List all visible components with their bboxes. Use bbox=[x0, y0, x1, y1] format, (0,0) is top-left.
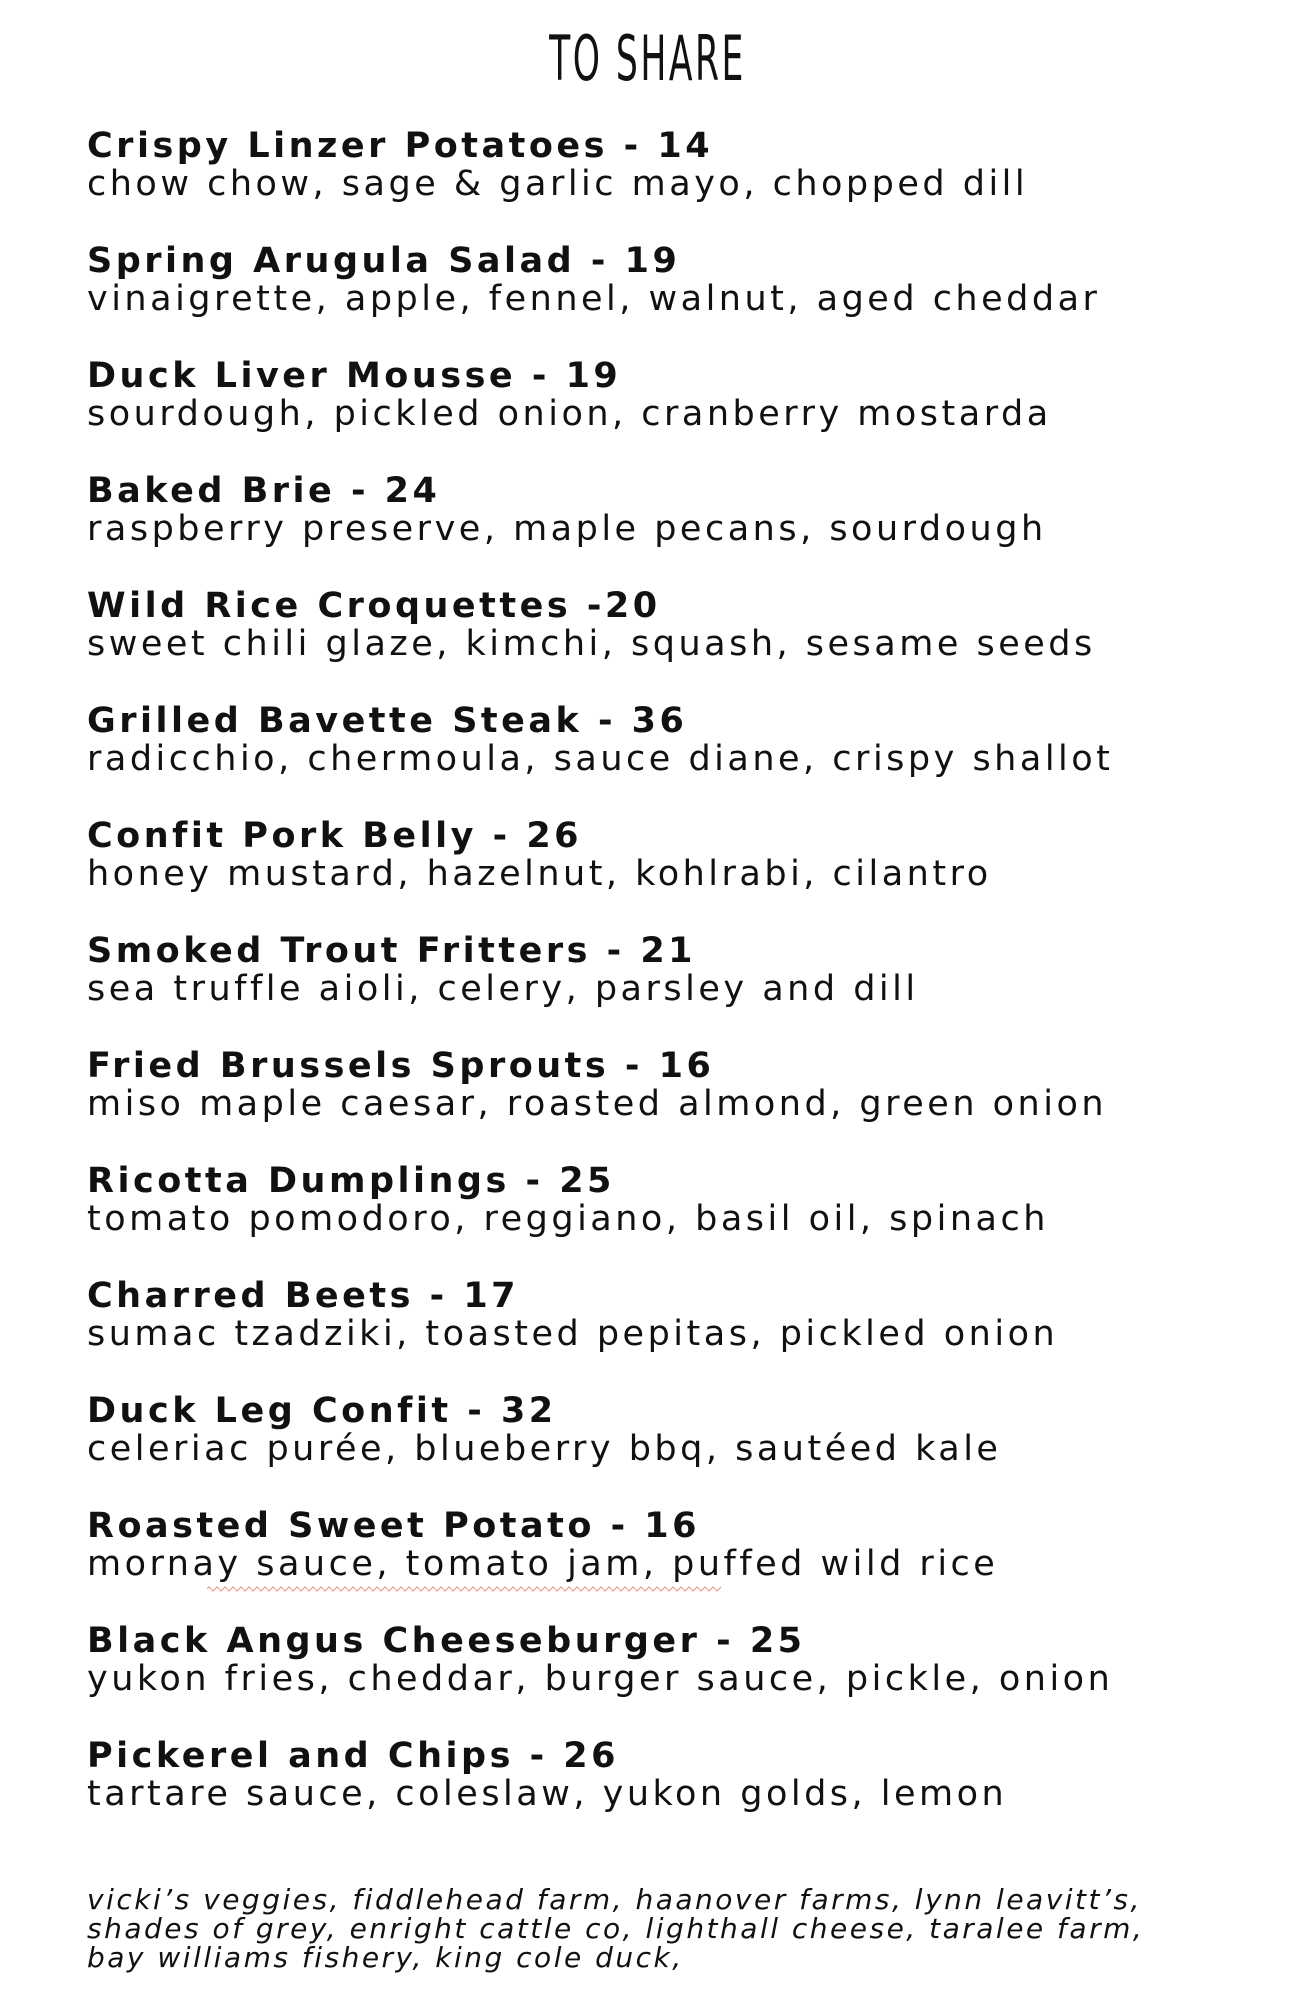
menu-item bbox=[87, 242, 1267, 357]
menu-item-name: Roasted Sweet Potato - 16 bbox=[87, 1506, 701, 1546]
menu-item-name: Confit Pork Belly - 26 bbox=[87, 816, 583, 856]
menu-item-name: Smoked Trout Fritters - 21 bbox=[87, 931, 697, 971]
supplier-credits-line: bay williams fishery, king cole duck, bbox=[87, 1941, 684, 1974]
menu-item-name: Black Angus Cheeseburger - 25 bbox=[87, 1621, 806, 1661]
menu-item bbox=[87, 1047, 1267, 1162]
supplier-credits-line: shades of grey, enright cattle co, lighthall cheese, taralee farm, bbox=[87, 1912, 1145, 1945]
menu-item-description: celeriac purée, blueberry bbq, sautéed kale bbox=[87, 1429, 1002, 1469]
menu-item bbox=[87, 472, 1267, 587]
menu-item-description: sweet chili glaze, kimchi, squash, sesame seeds bbox=[87, 624, 1096, 664]
menu-item-description: radicchio, chermoula, sauce diane, crispy shallot bbox=[87, 739, 1114, 779]
menu-item-name: Charred Beets - 17 bbox=[87, 1276, 520, 1316]
menu-item bbox=[87, 1737, 1267, 1852]
menu-item-description: mornay sauce, tomato jam, puffed wild rice bbox=[87, 1544, 999, 1584]
menu-item bbox=[87, 1277, 1267, 1392]
menu-item-name: Baked Brie - 24 bbox=[87, 471, 441, 511]
menu-item-name: Crispy Linzer Potatoes - 14 bbox=[87, 126, 714, 166]
menu-item-description: sea truffle aioli, celery, parsley and dill bbox=[87, 969, 919, 1009]
menu-item-description: honey mustard, hazelnut, kohlrabi, cilantro bbox=[87, 854, 992, 894]
menu-item-description: tomato pomodoro, reggiano, basil oil, spinach bbox=[87, 1199, 1049, 1239]
spellcheck-squiggle bbox=[207, 1586, 721, 1592]
menu-item-description: sumac tzadziki, toasted pepitas, pickled onion bbox=[87, 1314, 1059, 1354]
menu-item-name: Spring Arugula Salad - 19 bbox=[87, 241, 681, 281]
menu-item bbox=[87, 932, 1267, 1047]
menu-item-description: vinaigrette, apple, fennel, walnut, aged cheddar bbox=[87, 279, 1101, 319]
menu-item bbox=[87, 1507, 1267, 1622]
menu-section-title: TO SHARE bbox=[549, 22, 746, 95]
menu-item-description: yukon fries, cheddar, burger sauce, pickle, onion bbox=[87, 1659, 1114, 1699]
menu-item bbox=[87, 1622, 1267, 1737]
menu-item-name: Grilled Bavette Steak - 36 bbox=[87, 701, 688, 741]
menu-item-description: sourdough, pickled onion, cranberry mostarda bbox=[87, 394, 1052, 434]
menu-item-name: Pickerel and Chips - 26 bbox=[87, 1736, 620, 1776]
menu-item-name: Duck Liver Mousse - 19 bbox=[87, 356, 622, 396]
menu-item-description: chow chow, sage & garlic mayo, chopped dill bbox=[87, 164, 1029, 204]
menu-item-name: Wild Rice Croquettes -20 bbox=[87, 586, 661, 626]
menu-item-description: tartare sauce, coleslaw, yukon golds, lemon bbox=[87, 1774, 1008, 1814]
menu-item bbox=[87, 1162, 1267, 1277]
menu-item bbox=[87, 127, 1267, 242]
menu-item-name: Ricotta Dumplings - 25 bbox=[87, 1161, 615, 1201]
menu-item bbox=[87, 357, 1267, 472]
menu-item-description: raspberry preserve, maple pecans, sourdough bbox=[87, 509, 1047, 549]
menu-item-name: Duck Leg Confit - 32 bbox=[87, 1391, 557, 1431]
menu-item-name: Fried Brussels Sprouts - 16 bbox=[87, 1046, 715, 1086]
menu-item-description: miso maple caesar, roasted almond, green onion bbox=[87, 1084, 1108, 1124]
menu-item bbox=[87, 702, 1267, 817]
menu-item-list bbox=[87, 127, 1267, 1852]
supplier-credits bbox=[87, 1885, 1267, 1972]
menu-item bbox=[87, 817, 1267, 932]
supplier-credits-line: vicki’s veggies, fiddlehead farm, haanover farms, lynn leavitt’s, bbox=[87, 1883, 1142, 1916]
menu-item bbox=[87, 1392, 1267, 1507]
menu-item bbox=[87, 587, 1267, 702]
